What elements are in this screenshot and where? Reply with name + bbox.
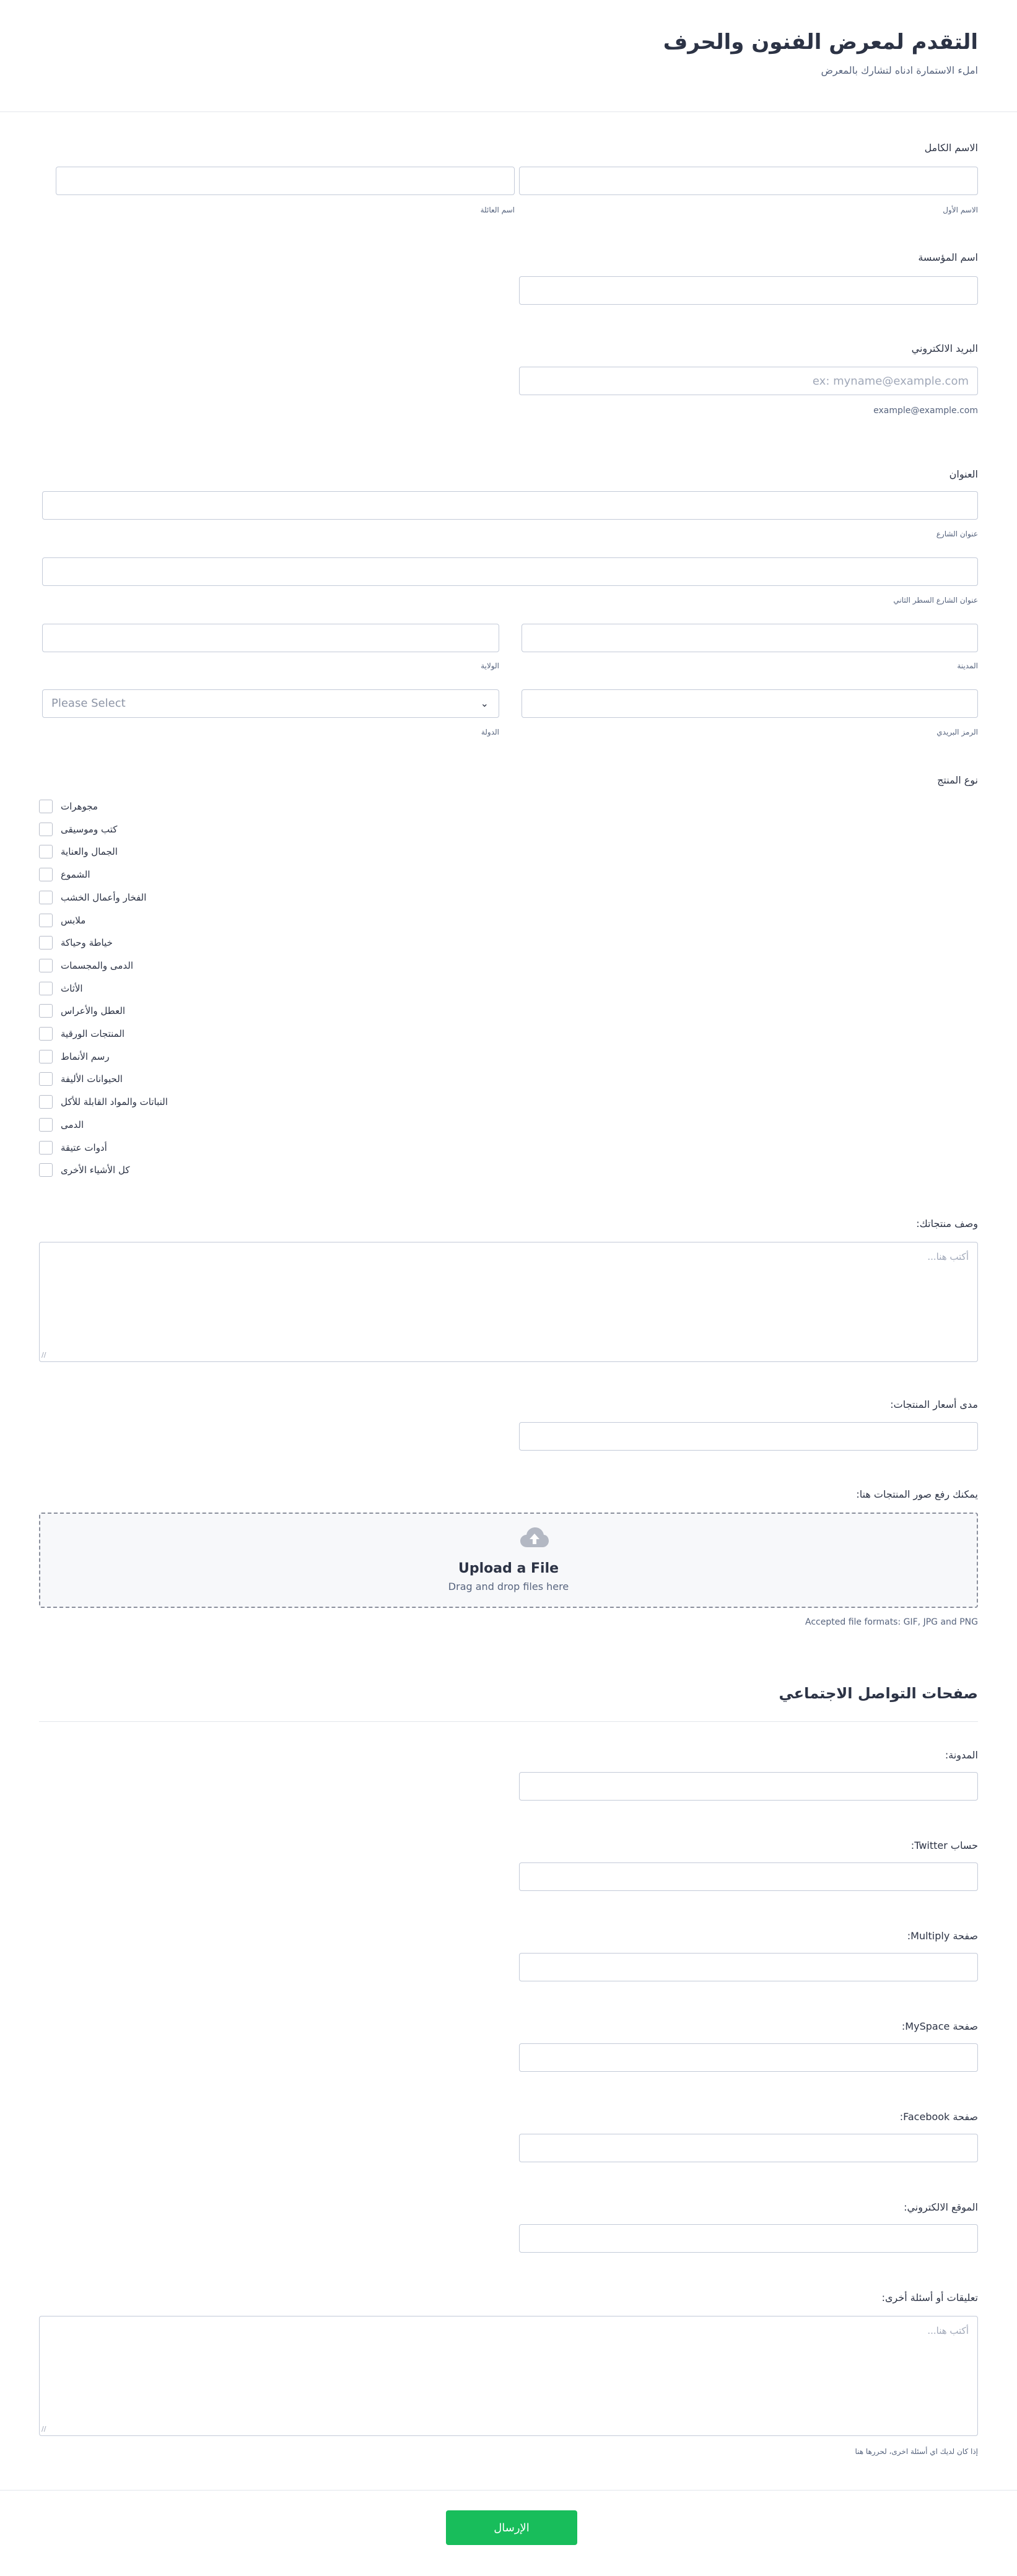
product-type-option-label: رسم الأنماط [61,1050,110,1062]
product-type-option-label: النباتات والمواد القابلة للأكل [61,1096,168,1108]
description-textarea[interactable] [39,1242,978,1362]
product-type-checkbox[interactable] [39,868,53,881]
city-input[interactable] [522,624,978,652]
product-type-option-label: كتب وموسيقى [61,823,118,835]
product-type-option[interactable] [39,1049,110,1065]
resize-grip-icon[interactable]: ∕∕ [41,1351,46,1359]
product-type-checkbox[interactable] [39,936,53,950]
product-type-option-label: الأثاث [61,982,83,994]
last-name-input[interactable] [56,167,515,195]
description-label: وصف منتجاتك: [916,1218,978,1229]
file-upload-dropzone[interactable] [39,1513,978,1608]
product-type-option-label: الحيوانات الأليفة [61,1073,123,1085]
product-type-checkbox[interactable] [39,1163,53,1177]
email-input[interactable] [519,367,978,395]
product-type-checkbox[interactable] [39,891,53,904]
product-type-option-label: كل الأشياء الأخرى [61,1164,130,1176]
price-range-input[interactable] [519,1422,978,1451]
street-address-input[interactable] [42,491,978,520]
product-type-option[interactable] [39,798,98,814]
product-type-option[interactable] [39,889,146,906]
form-header [0,0,1017,112]
twitter-input[interactable] [519,1862,978,1891]
product-type-option[interactable] [39,844,118,860]
myspace-input[interactable] [519,2043,978,2072]
blog-label: المدونة: [945,1749,978,1761]
product-type-option-label: الدمى والمجسمات [61,959,133,971]
twitter-label: حساب Twitter: [910,1840,978,1851]
email-sublabel: example@example.com [873,406,978,416]
email-label: البريد الالكتروني [911,343,978,354]
state-sublabel: الولاية [481,661,499,670]
product-type-checkbox[interactable] [39,1141,53,1155]
product-type-checkbox[interactable] [39,982,53,995]
zip-code-sublabel: الرمز البريدي [936,728,978,736]
product-type-checkbox[interactable] [39,845,53,858]
street-address-sublabel: عنوان الشارع [936,530,978,538]
comments-textarea[interactable] [39,2316,978,2436]
product-type-option[interactable] [39,1162,130,1178]
product-type-checkbox[interactable] [39,823,53,836]
footer-divider [0,2490,1017,2491]
product-type-checkbox[interactable] [39,1004,53,1018]
comments-sublabel: إذا كان لديك اي أسئلة اخرى، لحررها هنا [855,2447,978,2456]
organization-label: اسم المؤسسة [918,251,978,263]
product-type-option-label: الدمى [61,1119,84,1130]
product-type-option[interactable] [39,1117,84,1133]
product-type-option[interactable] [39,821,117,837]
country-sublabel: الدولة [481,728,499,736]
product-type-option-label: الجمال والعناية [61,846,118,858]
product-type-option[interactable] [39,867,90,883]
product-type-checkbox[interactable] [39,1050,53,1063]
website-input[interactable] [519,2224,978,2253]
product-type-option[interactable] [39,1140,107,1156]
cloud-upload-icon [519,1526,550,1548]
product-type-option[interactable] [39,1003,125,1019]
full-name-label: الاسم الكامل [924,142,978,154]
comments-label: تعليقات أو أسئلة أخرى: [881,2292,978,2303]
blog-input[interactable] [519,1772,978,1801]
product-type-label: نوع المنتج [937,774,978,786]
product-type-checkbox[interactable] [39,914,53,927]
website-label: الموقع الالكتروني: [904,2201,978,2213]
product-type-option[interactable] [39,1071,123,1087]
accepted-formats-text: Accepted file formats: GIF, JPG and PNG [805,1617,978,1627]
street-address-line2-input[interactable] [42,557,978,586]
multiply-input[interactable] [519,1953,978,1981]
first-name-sublabel: الاسم الأول [943,206,978,214]
multiply-label: صفحة Multiply: [907,1930,978,1942]
product-type-checkbox[interactable] [39,1095,53,1109]
submit-button[interactable]: الإرسال [446,2510,577,2545]
resize-grip-icon[interactable]: ∕∕ [41,2425,46,2433]
product-type-checkbox[interactable] [39,1027,53,1041]
myspace-label: صفحة MySpace: [901,2020,978,2032]
product-type-option[interactable] [39,935,113,951]
product-type-option-label: خياطة وحياكة [61,937,113,949]
upload-label: يمكنك رفع صور المنتجات هنا: [856,1488,978,1500]
country-select[interactable] [42,689,499,718]
zip-code-input[interactable] [522,689,978,718]
state-input[interactable] [42,624,499,652]
product-type-option[interactable] [39,1094,168,1110]
city-sublabel: المدينة [957,661,978,670]
product-type-option[interactable] [39,980,83,997]
address-label: العنوان [949,468,978,480]
first-name-input[interactable] [519,167,978,195]
organization-input[interactable] [519,276,978,305]
chevron-down-icon: ⌄ [480,697,489,709]
product-type-option-label: ملابس [61,914,86,926]
product-type-option[interactable] [39,1026,124,1042]
product-type-checkbox[interactable] [39,1072,53,1086]
social-section-title: صفحات التواصل الاجتماعي [779,1685,978,1702]
price-range-label: مدى أسعار المنتجات: [890,1399,978,1410]
upload-title: Upload a File [458,1561,559,1576]
product-type-checkbox[interactable] [39,800,53,813]
section-divider [39,1721,978,1722]
product-type-option-label: أدوات عتيقة [61,1142,107,1153]
form-title: التقدم لمعرض الفنون والحرف [663,30,978,55]
product-type-option-label: مجوهرات [61,801,98,812]
product-type-option-label: المنتجات الورقية [61,1028,125,1039]
product-type-option-label: الفخار وأعمال الخشب [61,891,147,903]
street-address-line2-sublabel: عنوان الشارع السطر الثاني [893,596,978,605]
facebook-label: صفحة Facebook: [899,2111,978,2123]
country-select-placeholder: Please Select [51,697,126,710]
product-type-option[interactable] [39,912,85,928]
product-type-option-label: العطل والأعراس [61,1005,126,1017]
form-subtitle: املء الاستمارة ادناه لتشارك بالمعرض [821,64,978,76]
facebook-input[interactable] [519,2134,978,2162]
product-type-checkbox[interactable] [39,959,53,972]
product-type-option-label: الشموع [61,869,90,881]
product-type-checkbox[interactable] [39,1118,53,1132]
last-name-sublabel: اسم العائلة [480,206,515,214]
product-type-option[interactable] [39,958,133,974]
upload-subtitle: Drag and drop files here [448,1581,569,1592]
